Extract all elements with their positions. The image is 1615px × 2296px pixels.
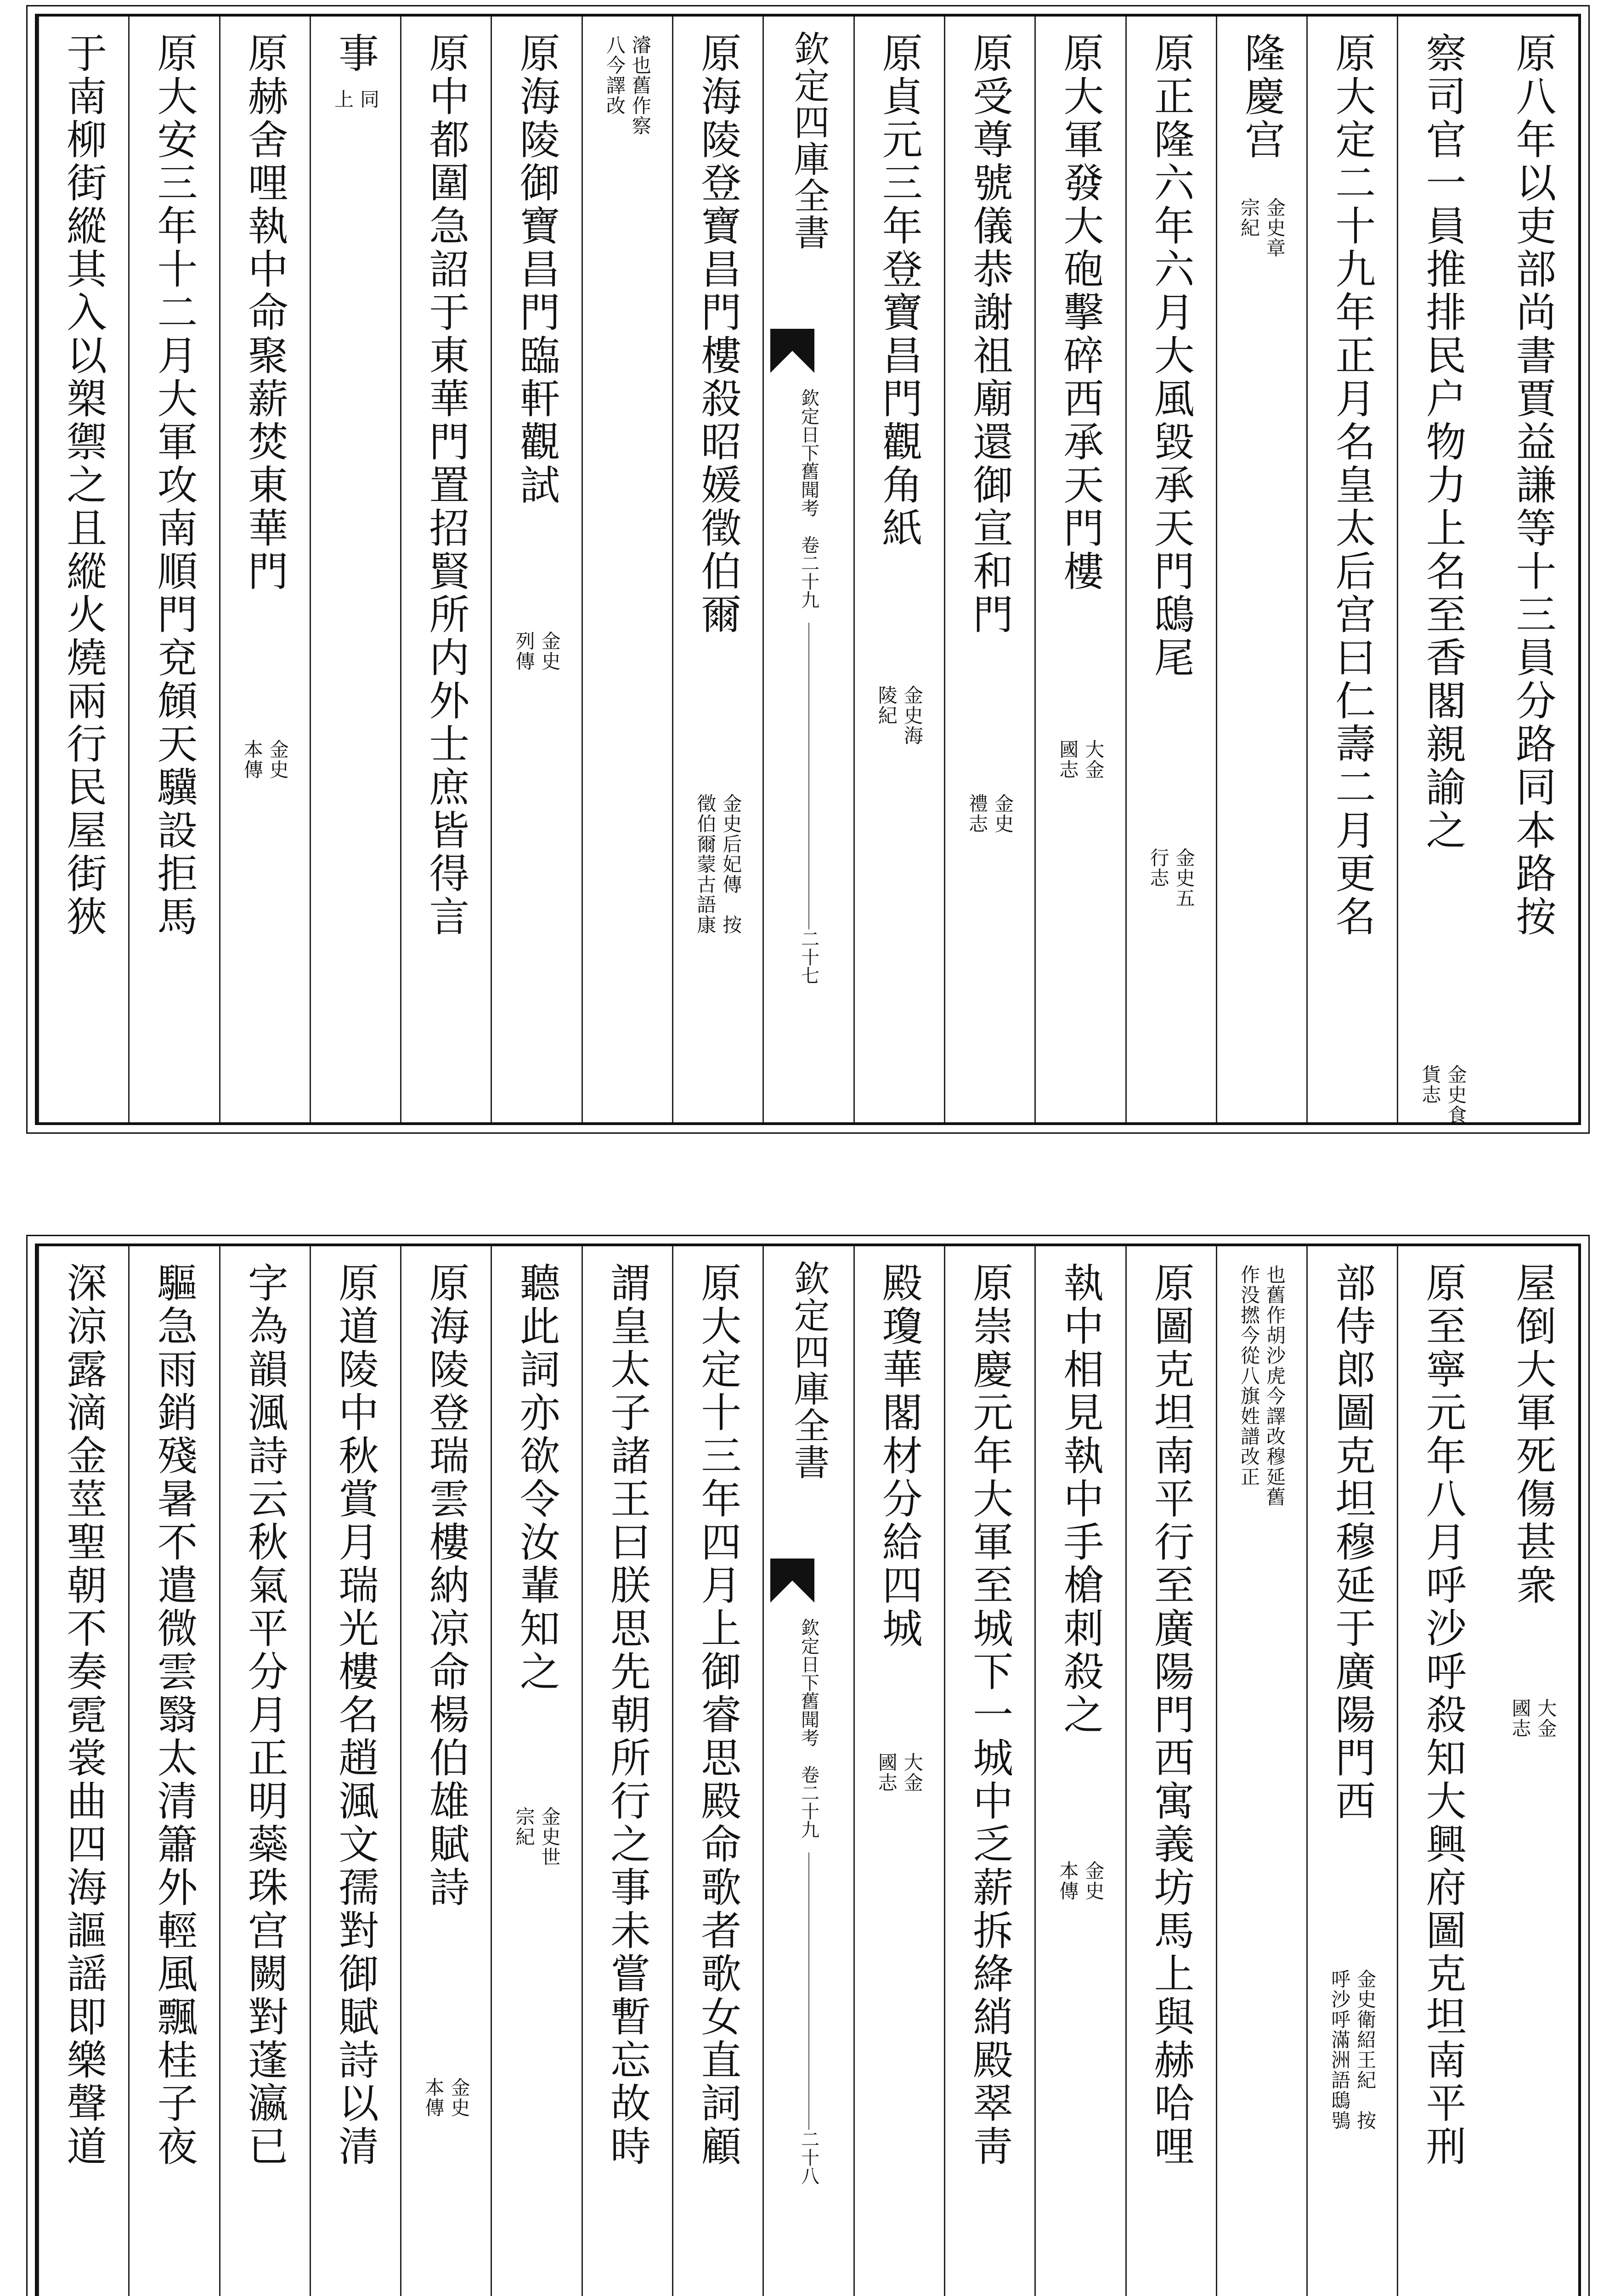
interlinear-note: 金史后妃傳 按 徵伯爾蒙古語康 bbox=[694, 793, 743, 935]
interlinear-note: 大金 國志 bbox=[1056, 739, 1105, 780]
interlinear-note: 金史海 陵紀 bbox=[875, 685, 924, 746]
interlinear-note: 金史世 宗紀 bbox=[513, 1806, 561, 1867]
column-text: 原受尊號儀恭謝祖廟還御宣和門 bbox=[966, 32, 1014, 636]
column-text: 原至寧元年八月呼沙呼殺知大興府圖克坦南平刑 bbox=[1419, 1262, 1467, 2168]
text-column bbox=[400, 1246, 491, 2296]
text-column bbox=[1397, 17, 1487, 1125]
text-column bbox=[128, 17, 219, 1122]
column-text: 原崇慶元年大軍至城下一城中乏薪拆絳綃殿翠靑 bbox=[966, 1262, 1014, 2168]
text-column bbox=[1397, 1246, 1487, 2296]
interlinear-note: 金史 列傳 bbox=[513, 631, 561, 671]
interlinear-note: 也舊作胡沙虎今譯改穆延舊 作没撚今從八旗姓譜改正 bbox=[1237, 1265, 1286, 1507]
column-text: 于南柳街縱其入以槊禦之且縱火燒兩行民屋街狹 bbox=[60, 32, 108, 939]
center-fold-strip bbox=[762, 1246, 853, 2296]
column-text: 殿瓊華閣材分給四城 bbox=[875, 1262, 923, 1650]
text-column bbox=[38, 17, 128, 1122]
text-column bbox=[853, 1246, 944, 2296]
text-column bbox=[491, 17, 581, 1122]
column-text: 隆慶宫 bbox=[1238, 32, 1286, 162]
text-column bbox=[1306, 17, 1397, 1122]
column-text: 部侍郎圖克坦穆延于廣陽門西 bbox=[1329, 1262, 1377, 1823]
text-column bbox=[1306, 1246, 1397, 2296]
column-text: 原中都圍急詔于東華門置招賢所内外士庶皆得言 bbox=[423, 32, 470, 939]
fold-line bbox=[808, 623, 809, 929]
interlinear-note: 金史食 貨志 bbox=[1419, 1064, 1468, 1125]
column-text: 屋倒大軍死傷甚衆 bbox=[1509, 1262, 1557, 1607]
text-column bbox=[1216, 1246, 1306, 2296]
text-column bbox=[1125, 1246, 1216, 2296]
text-column bbox=[672, 1246, 762, 2296]
interlinear-note: 金史五 行志 bbox=[1147, 848, 1196, 908]
column-text: 原大定二十九年正月名皇太后宫曰仁壽二月更名 bbox=[1329, 32, 1377, 939]
column-text: 原海陵登瑞雲樓納凉命楊伯雄賦詩 bbox=[423, 1262, 470, 1909]
text-column bbox=[1488, 17, 1578, 1122]
text-column bbox=[1125, 17, 1216, 1122]
text-column bbox=[944, 17, 1034, 1122]
fold-line bbox=[808, 1852, 809, 2130]
text-column bbox=[38, 1246, 128, 2296]
column-text: 原正隆六年六月大風毀承天門鴟尾 bbox=[1147, 32, 1195, 680]
column-text: 原道陵中秋賞月瑞光樓名趙渢文孺對御賦詩以清 bbox=[332, 1262, 380, 2168]
interlinear-note: 大金 國志 bbox=[1509, 1698, 1558, 1739]
column-text: 謂皇太子諸王曰朕思先朝所行之事未嘗暫忘故時 bbox=[604, 1262, 651, 2168]
text-column bbox=[400, 17, 491, 1122]
fold-subtitle: 欽定日下舊聞考 卷二十九 bbox=[798, 388, 819, 609]
column-text: 深涼露滴金莖聖朝不奏霓裳曲四海謳謡即樂聲道 bbox=[60, 1262, 108, 2168]
text-column bbox=[944, 1246, 1034, 2296]
column-text: 字為韻渢詩云秋氣平分月正明蘂珠宫闕對蓬瀛已 bbox=[241, 1262, 289, 2168]
top-page bbox=[35, 14, 1581, 1125]
interlinear-note: 大金 國志 bbox=[875, 1752, 924, 1793]
text-column bbox=[128, 1246, 219, 2296]
fishtail-mark-icon bbox=[770, 329, 814, 373]
text-column bbox=[1034, 1246, 1125, 2296]
fishtail-mark-icon bbox=[770, 1559, 814, 1603]
text-column bbox=[1034, 17, 1125, 1122]
column-text: 原赫舍哩執中命聚薪焚東華門 bbox=[241, 32, 289, 593]
text-column bbox=[219, 1246, 310, 2296]
column-text: 原海陵御寶昌門臨軒觀試 bbox=[513, 32, 561, 507]
column-text: 驅急雨銷殘暑不遣微雲翳太清簫外輕風飄桂子夜 bbox=[151, 1262, 198, 2168]
column-text: 執中相見執中手槍刺殺之 bbox=[1057, 1262, 1105, 1737]
column-text: 原海陵登寶昌門樓殺昭媛徵伯爾 bbox=[695, 32, 742, 636]
text-column bbox=[310, 17, 400, 1122]
interlinear-note: 金史 本傳 bbox=[241, 739, 289, 780]
column-text: 察司官一員推排民户物力上名至香閣親諭之 bbox=[1419, 32, 1467, 852]
interlinear-note: 同 上 bbox=[332, 89, 380, 109]
interlinear-note: 濬也舊作察 八今譯改 bbox=[603, 35, 652, 136]
fold-title: 欽定四庫全書 bbox=[788, 1260, 830, 1480]
interlinear-note: 金史 本傳 bbox=[1056, 1861, 1105, 1901]
text-column bbox=[582, 1246, 672, 2296]
interlinear-note: 金史 禮志 bbox=[966, 793, 1015, 834]
text-column bbox=[672, 17, 762, 1122]
text-column bbox=[491, 1246, 581, 2296]
text-column bbox=[853, 17, 944, 1122]
interlinear-note: 金史章 宗紀 bbox=[1237, 197, 1286, 258]
column-text: 聽此詞亦欲令汝輩知之 bbox=[513, 1262, 561, 1694]
text-column bbox=[1216, 17, 1306, 1122]
text-column bbox=[310, 1246, 400, 2296]
text-column bbox=[582, 17, 672, 1122]
column-text: 事 bbox=[332, 32, 380, 75]
center-fold-strip bbox=[762, 17, 853, 1122]
column-text: 原貞元三年登寶昌門觀角紙 bbox=[875, 32, 923, 550]
column-text: 原大軍發大砲擊碎西承天門樓 bbox=[1057, 32, 1105, 593]
bottom-page bbox=[35, 1244, 1581, 2296]
fold-title: 欽定四庫全書 bbox=[788, 30, 830, 251]
text-column bbox=[1488, 1246, 1578, 2296]
column-text: 原圖克坦南平行至廣陽門西寓義坊馬上與赫哈哩 bbox=[1147, 1262, 1195, 2168]
fold-page-number: 二十八 bbox=[798, 2130, 819, 2185]
fold-subtitle: 欽定日下舊聞考 卷二十九 bbox=[798, 1618, 819, 1839]
text-column bbox=[219, 17, 310, 1122]
interlinear-note: 金史 本傳 bbox=[422, 2077, 471, 2118]
column-text: 原大安三年十二月大軍攻南順門兗頠天驥設拒馬 bbox=[151, 32, 198, 939]
fold-page-number: 二十七 bbox=[798, 929, 819, 985]
column-text: 原大定十三年四月上御睿思殿命歌者歌女直詞顧 bbox=[695, 1262, 742, 2168]
column-text: 原八年以吏部尚書賈益謙等十三員分路同本路按 bbox=[1509, 32, 1557, 939]
interlinear-note: 金史衛紹王紀 按 呼沙呼滿洲語鴟鴞 bbox=[1328, 1969, 1377, 2131]
